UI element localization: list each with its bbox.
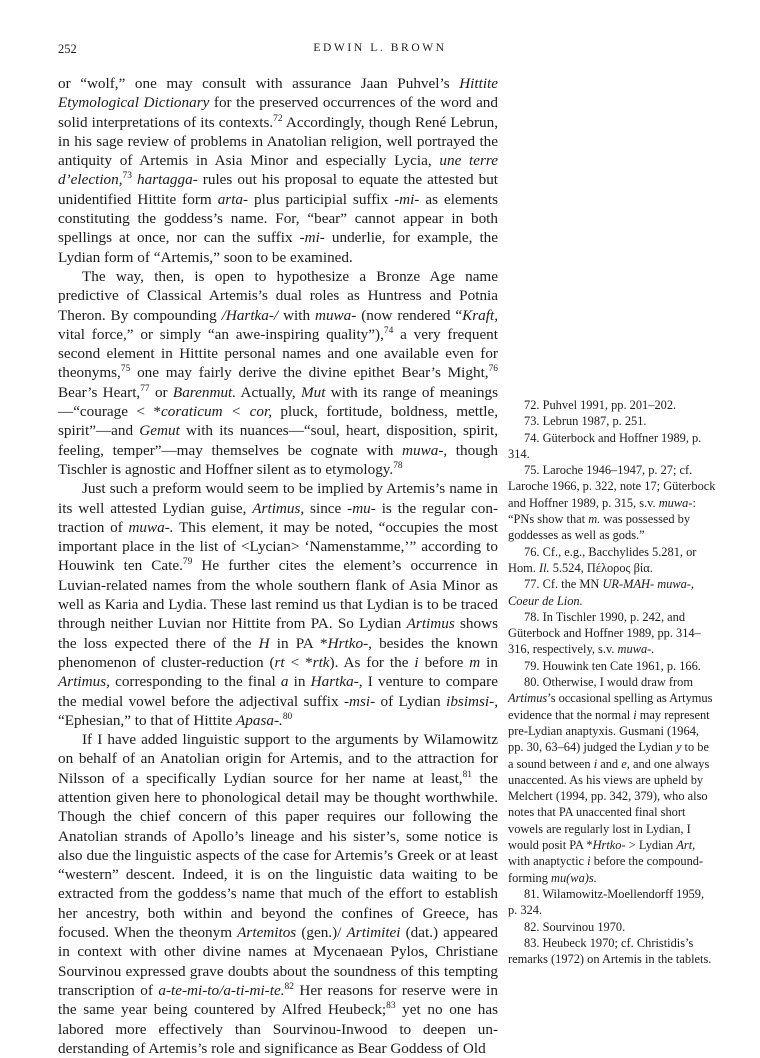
running-head: EDWIN L. BROWN <box>313 42 447 54</box>
paragraph-3: Just such a preform would seem to be implied by Artemis’s name in its well attested Lydian guise, Artimus, since -mu- is the regular contraction of muwa-. This element, it may be noted, “occupies the most important place in the list of <Lycian> ‘Namenstamme,’” according to Houwink ten Cate.$^{79}$ He further cites the element’s occurrence in Luvian-related names from the whole southern flank of Asia Minor as well as Karia and Lydia. These last remind us that Lydian is to be traced through neither Luvian nor Hittite from PA. So Lydian Artimus shows the loss expected there of the H in PA *Hrtko-, besides the known phenomenon of cluster-reduction (rt < *rtk). As for the i before m in Artimus, corresponding to the final a in Hartka-, I venture to compare the medial vowel before the adjectival suffix -msi- of Lydian ibsimsi-, “Ephesian,” to that of Hittite Apasa-.$^{80}$ <box>58 480 498 729</box>
footnote-ref: 82 <box>284 981 294 992</box>
paragraph-4: If I have added linguistic support to the arguments by Wilamowitz on behalf of an Anatolian origin for Artemis, and to the attraction for Nilsson of a specifically Lydian source for her name at least,$^{81}$ the attention given here to phonological detail may be thought worthwhile. Though the chief concern of this paper requires our following the Anatolian strands of Apollo’s lineage and his sister’s, some notice is also due the linguistic aspects of the case for Artemis’s Greek or at least “western” descent. Indeed, it is on the linguistic data waiting to be extracted from the goddess’s name that much of the effort to establish her ancestry, both within and beyond the confines of Greece, has focused. When the theonym Artemitos (gen.)/ Artimitei (dat.) appeared in context with other divine names at Mycenaean Pylos, Christiane Sourvinou expressed grave doubts about the soundness of this tempting transcription of a-te-mi-to/a-ti-mi-te.$^{82}$ Her reasons for reserve were in the same year being countered by Alfred Heubeck;$^{83}$ yet no one has labored more effectively than Sourvinou-Inwood to deepen understanding of Artemis’s role and significance as Bear Goddess of Old <box>58 731 499 1057</box>
footnote-ref: 78 <box>393 460 403 471</box>
footnote: 72. Puhvel 1991, pp. 201–202. <box>524 398 677 412</box>
footnote-ref: 83 <box>386 1001 396 1012</box>
footnote-ref: 76 <box>488 364 498 375</box>
footnote: 80. Otherwise, I would draw from Artimus’s occasional spelling as Artymus evidence that the normal i may represent pre-Lydian anaptyxis. Gusmani (1964, pp. 30, 63–64) judged the Lydian y to be a sound between i and e, and one always unaccented. As his views are upheld by Melchert (1994, pp. 342, 379), who also notes that PA unaccented final short vowels are regularly lost in Lydian, I would posit PA *Hrtko- > Lydian Art, with anaptyctic i before the compound-forming mu(wa)s. <box>508 675 713 885</box>
page-header <box>58 42 702 62</box>
footnote-ref: 72 <box>273 113 283 124</box>
footnote-ref: 80 <box>282 711 293 722</box>
footnote: 83. Heubeck 1970; cf. Christidis’s remarks (1972) on Artemis in the tablets. <box>508 935 712 967</box>
footnote-ref: 81 <box>462 769 472 780</box>
main-text-column <box>58 74 498 1058</box>
footnote: 81. Wilamowitz-Moellendorff 1959, p. 324. <box>508 886 705 918</box>
footnote: 73. Lebrun 1987, p. 251. <box>524 414 647 429</box>
paragraph-1: or “wolf,” one may consult with assurance Jaan Puhvel’s Hittite Etymological Dictionary for the preserved occurrences of the word and solid interpretations of its contexts.$^{72}$ Accordingly, though René Lebrun, in his sage review of problems in Anatolian religion, well portrayed the antiquity of Artemis in Asia Minor and especially Lycia, une terre d’election,$^{73}$ hartagga- rules out his proposal to equate the attested but unidentified Hittite form arta- plus participial suffix -mi- as elements constituting the goddess’s name. For, “bear” cannot appear in both spellings at once, nor can the suffix -mi- underlie, for example, the Lydian form of “Artemis,” soon to be examined. <box>58 75 499 266</box>
footnote: 76. Cf., e.g., Bacchylides 5.281, or Hom. Il. 5.524, Πέλορος βία. <box>508 544 697 575</box>
footnote-ref: 77 <box>140 383 150 394</box>
footnote: 74. Güterbock and Hoffner 1989, p. 314. <box>508 430 702 461</box>
footnote-ref: 73 <box>122 171 132 182</box>
footnote-ref: 79 <box>182 557 193 568</box>
footnote: 77. Cf. the MN UR-MAH- muwa-, Coeur de Lion. <box>508 577 695 608</box>
footnote-ref: 75 <box>120 364 131 375</box>
footnotes-column <box>508 397 716 967</box>
footnote: 79. Houwink ten Cate 1961, p. 166. <box>524 658 701 673</box>
page-number: 252 <box>58 42 77 56</box>
footnote: 78. In Tischler 1990, p. 242, and Güterbock and Hoffner 1989, pp. 314–316, respectively, s.v. muwa-. <box>508 609 701 657</box>
paragraph-2: The way, then, is open to hypothesize a Bronze Age name predictive of Classical Artemis’s dual roles as Huntress and Potnia Theron. By compounding /Hartka-/ with muwa- (now rendered “Kraft, vital force,” or simply “an awe-inspiring quality”),$^{74}$ a very frequent second element in Hittite personal names and one available even for theonyms,$^{75}$ one may fairly derive the divine epithet Bear’s Might,$^{76}$ Bear’s Heart,$^{77}$ or Barenmut. Actually, Mut with its range of meanings—“courage < *coraticum < cor, pluck, fortitude, boldness, mettle, spirit”—and Gemut with its nuances—“soul, heart, disposition, spirit, feeling, temper”—may themselves be cognate with muwa-, though Tischler is agnostic and Hoffner silent as to etymology.$^{78}$ <box>58 267 498 478</box>
footnote: 75. Laroche 1946–1947, p. 27; cf. Laroche 1966, p. 322, note 17; Güterbock and Hoffner 1989, p. 315, s.v. muwa-: “PNs show that m. was possessed by goddesses as well as gods.” <box>508 463 716 543</box>
footnote-ref: 74 <box>383 325 394 336</box>
footnote: 82. Sourvinou 1970. <box>524 919 626 934</box>
